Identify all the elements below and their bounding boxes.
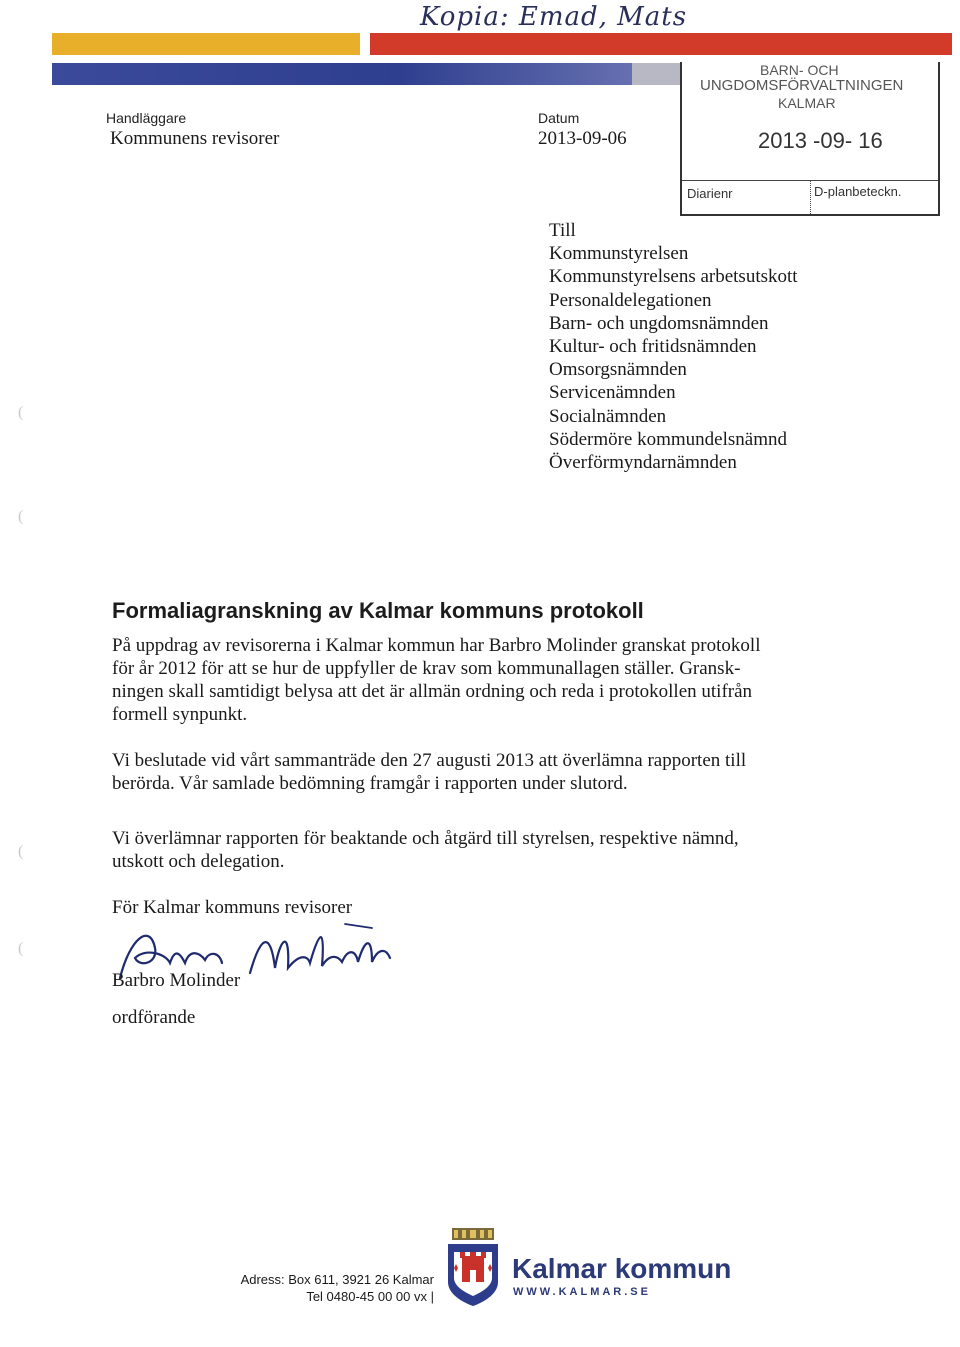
stamp-line-3: KALMAR (778, 95, 836, 111)
footer-address (200, 1271, 434, 1305)
scan-mark: ( (18, 508, 24, 525)
paragraph-line: formell synpunkt. (112, 704, 248, 725)
handwritten-copy-note: Kopia: Emad, Mats (420, 2, 688, 32)
stamp-line-2: UNGDOMSFÖRVALTNINGEN (700, 77, 904, 94)
recipient-item: Personaldelegationen (549, 289, 712, 311)
scan-mark: ( (18, 404, 24, 421)
recipient-item: Till (549, 220, 576, 241)
paragraph-3 (112, 827, 812, 873)
kalmar-coat-of-arms-icon (444, 1226, 502, 1308)
recipient-item: Överförmyndarnämnden (549, 452, 737, 474)
header-band-yellow (52, 33, 360, 55)
handlaggare-label: Handläggare (106, 110, 187, 126)
paragraph-line: Vi beslutade vid vårt sammanträde den 27 augusti 2013 att överlämna rapporten till (112, 750, 747, 771)
recipient-item: Kultur- och fritidsnämnden (549, 336, 757, 358)
footer-brand-name: Kalmar kommun (512, 1253, 732, 1284)
paragraph-2 (112, 749, 812, 795)
recipient-item: Kommunstyrelsen (549, 243, 689, 265)
document-heading: Formaliagranskning av Kalmar kommuns protokoll (112, 598, 644, 623)
stamp-diarienr-label: Diarienr (687, 186, 733, 201)
paragraph-1 (112, 634, 812, 726)
recipient-item: Omsorgsnämnden (549, 359, 687, 381)
stamp-planbeteckn-label: D-planbeteckn. (814, 184, 902, 199)
stamp-date: 2013 -09- 16 (758, 128, 883, 153)
paragraph-line: för år 2012 för att se hur de uppfyller de krav som kommunallagen ställer. Gransk- (112, 658, 741, 679)
header-band-blue (52, 63, 632, 85)
scan-mark: ( (18, 843, 24, 860)
scan-mark: ( (18, 940, 24, 957)
handlaggare-value: Kommunens revisorer (110, 128, 280, 149)
signoff-text: För Kalmar kommuns revisorer (112, 897, 353, 918)
recipient-item: Barn- och ungdomsnämnden (549, 312, 769, 334)
recipient-list (549, 219, 798, 474)
header-band-fade (632, 63, 680, 85)
header-band-red (370, 33, 952, 55)
recipient-item: Kommunstyrelsens arbetsutskott (549, 266, 798, 288)
paragraph-line: ningen skall samtidigt belysa att det är allmän ordning och reda i protokollen utifrån (112, 681, 753, 702)
received-stamp (680, 62, 940, 216)
datum-value: 2013-09-06 (538, 128, 627, 149)
footer-address-line: Adress: Box 611, 3921 26 Kalmar (240, 1272, 434, 1287)
signature-name: Barbro Molinder (112, 970, 241, 991)
recipient-item: Södermöre kommundelsnämnd (549, 428, 787, 450)
datum-label: Datum (538, 110, 580, 126)
recipient-item: Socialnämnden (549, 405, 667, 427)
signature-role: ordförande (112, 1007, 196, 1028)
paragraph-line: utskott och delegation. (112, 851, 285, 872)
stamp-column-divider (810, 180, 812, 214)
paragraph-line: På uppdrag av revisorerna i Kalmar kommun har Barbro Molinder granskat protokoll (112, 635, 761, 656)
footer-website-link[interactable]: WWW.KALMAR.SE (513, 1286, 651, 1298)
paragraph-line: berörda. Vår samlade bedömning framgår i rapporten under slutord. (112, 773, 628, 794)
paragraph-line: Vi överlämnar rapporten för beaktande och åtgärd till styrelsen, respektive nämnd, (112, 828, 739, 849)
footer-phone-line: Tel 0480-45 00 00 vx | (306, 1289, 434, 1304)
recipient-item: Servicenämnden (549, 382, 676, 404)
stamp-line-1: BARN- OCH (760, 62, 839, 78)
